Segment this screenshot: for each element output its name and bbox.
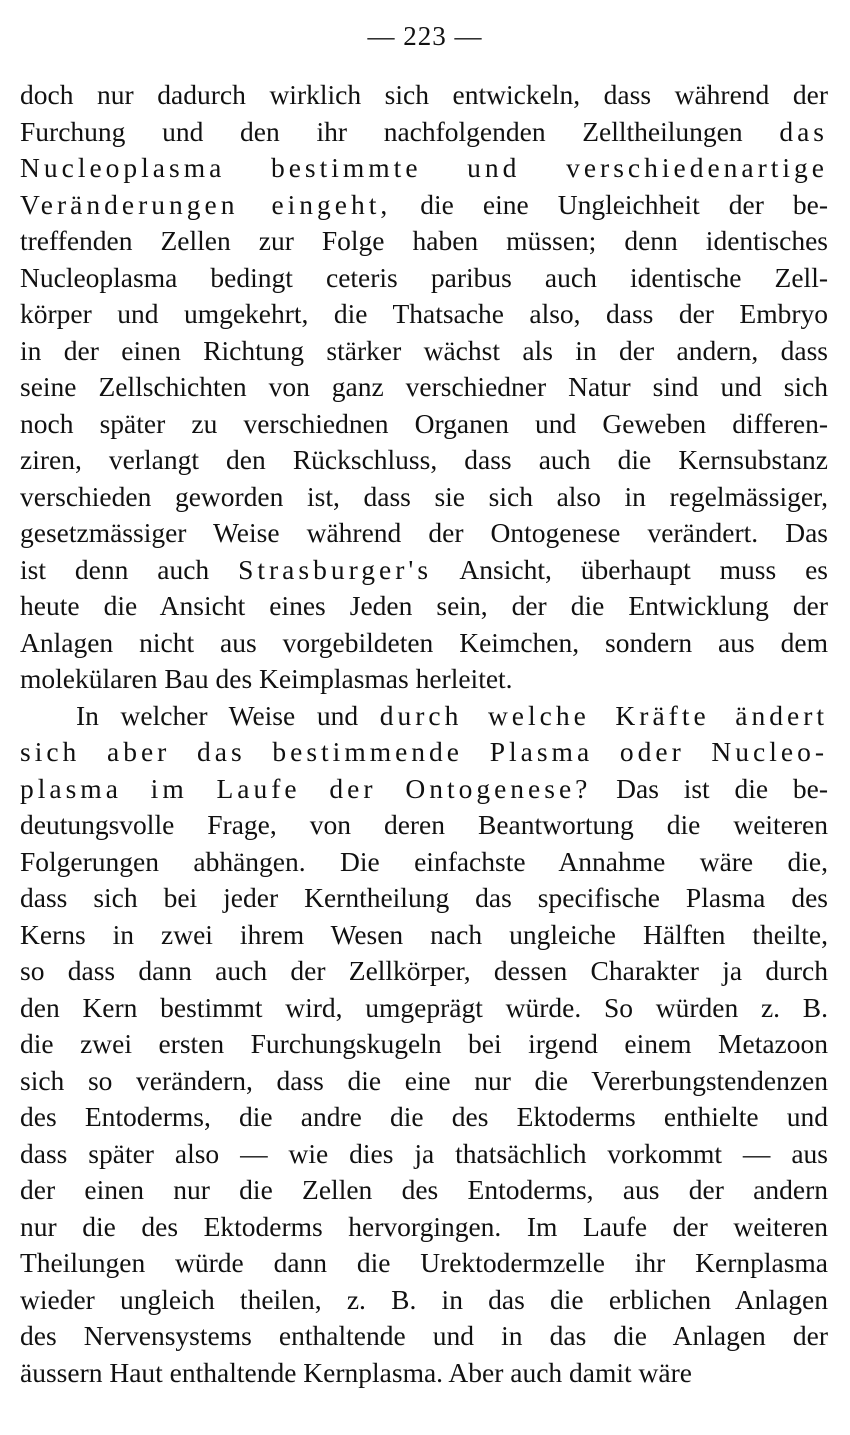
text-line (20, 1026, 828, 1063)
text-line (20, 114, 828, 151)
text-line (20, 406, 828, 443)
spaced-emphasis-text: das (779, 115, 828, 147)
text-line (20, 844, 828, 881)
text-run: wieder ungleich theilen, z. B. in das die erblichen Anlagen (20, 1283, 828, 1315)
text-line (20, 333, 828, 370)
text-run: sich so verändern, dass die eine nur die Vererbungstendenzen (20, 1064, 828, 1096)
text-run: der einen nur die Zellen des Entoderms, aus der andern (20, 1174, 828, 1205)
text-line (20, 1355, 828, 1392)
text-run: doch nur dadurch wirklich sich entwickeln, dass während der (20, 79, 828, 110)
spaced-emphasis-text: sich aber das bestimmende Plasma oder Nucleo- (20, 736, 828, 767)
text-line (20, 625, 828, 662)
text-run: Kerns in zwei ihrem Wesen nach ungleiche Hälften theilte, (20, 918, 828, 950)
text-line (20, 698, 828, 735)
text-run: des Nervensystems enthaltende und in das die Anlagen der (20, 1320, 828, 1351)
text-run: Theilungen würde dann die Urektodermzelle ihr Kernplasma (20, 1247, 828, 1278)
spaced-emphasis-text: plasma im Laufe der Ontogenese? (20, 772, 592, 804)
text-run: gesetzmässiger Weise während der Ontogenese verändert. Das (20, 517, 828, 548)
text-line (20, 953, 828, 990)
text-line (20, 734, 828, 771)
text-line (20, 150, 828, 187)
text-run: Anlagen nicht aus vorgebildeten Keimchen, sondern aus dem (20, 626, 828, 658)
text-run: In welcher Weise und (76, 699, 380, 731)
text-line (20, 1318, 828, 1355)
spaced-emphasis-text: durch welche Kräfte ändert (379, 699, 828, 731)
text-line (20, 1172, 828, 1209)
text-line (20, 917, 828, 954)
page-number: — 223 — (367, 21, 483, 51)
spaced-emphasis-text: Veränderungen eingeht, (20, 188, 392, 220)
text-line (20, 1063, 828, 1100)
text-run: seine Zellschichten von ganz verschiedner Natur sind und sich (20, 371, 828, 402)
text-line (20, 442, 828, 479)
body-text (20, 77, 828, 1391)
text-run: noch später zu verschiednen Organen und Geweben differen- (20, 407, 828, 439)
text-line (20, 260, 828, 297)
text-run: heute die Ansicht eines Jeden sein, der die Entwicklung der (20, 590, 828, 621)
text-run: des Entoderms, die andre die des Ektoderms enthielte und (20, 1101, 828, 1132)
spaced-emphasis-text: Strasburger's (238, 553, 433, 585)
text-run: dass sich bei jeder Kerntheilung das specifische Plasma des (20, 882, 828, 913)
text-run: nur die des Ektoderms hervorgingen. Im Laufe der weiteren (20, 1210, 828, 1242)
text-line (20, 588, 828, 625)
text-run: äussern Haut enthaltende Kernplasma. Aber auch damit wäre (20, 1356, 692, 1388)
text-run: Furchung und den ihr nachfolgenden Zelltheilungen (20, 115, 780, 147)
text-run: deutungsvolle Frage, von deren Beantwortung die weiteren (20, 809, 828, 840)
text-line (20, 296, 828, 333)
text-run: treffenden Zellen zur Folge haben müssen; denn identisches (20, 225, 828, 256)
text-line (20, 223, 828, 260)
text-line (20, 1245, 828, 1282)
text-line (20, 479, 828, 516)
text-run: ziren, verlangt den Rückschluss, dass auch die Kernsubstanz (20, 444, 828, 475)
text-line (20, 515, 828, 552)
text-line (20, 771, 828, 808)
text-line (20, 187, 828, 224)
text-line (20, 1099, 828, 1136)
text-run: den Kern bestimmt wird, umgeprägt würde. So würden z. B. (20, 991, 828, 1023)
text-run: so dass dann auch der Zellkörper, dessen Charakter ja durch (20, 955, 828, 986)
text-line (20, 1209, 828, 1246)
text-line (20, 807, 828, 844)
text-line (20, 77, 828, 114)
text-line (20, 552, 828, 589)
text-run: Folgerungen abhängen. Die einfachste Annahme wäre die, (20, 845, 828, 877)
text-run: in der einen Richtung stärker wächst als in der andern, dass (20, 334, 828, 366)
text-run: körper und umgekehrt, die Thatsache also, dass der Embryo (20, 298, 828, 329)
text-line (20, 990, 828, 1027)
text-run: Das ist die be- (591, 772, 828, 804)
text-line (20, 661, 828, 698)
text-line (20, 1282, 828, 1319)
text-run: ist denn auch (20, 553, 239, 585)
text-line (20, 880, 828, 917)
spaced-emphasis-text: Nucleoplasma bestimmte und verschiedenartige (20, 152, 828, 183)
text-run: Ansicht, überhaupt muss es (432, 553, 828, 585)
text-line (20, 369, 828, 406)
text-run: die eine Ungleichheit der be- (391, 188, 828, 220)
text-run: die zwei ersten Furchungskugeln bei irgend einem Metazoon (20, 1028, 828, 1059)
text-line (20, 1136, 828, 1173)
text-run: Nucleoplasma bedingt ceteris paribus auch identische Zell- (20, 261, 828, 293)
text-run: dass später also — wie dies ja thatsächlich vorkommt — aus (20, 1137, 828, 1169)
text-run: verschieden geworden ist, dass sie sich also in regelmässiger, (20, 480, 828, 512)
text-run: molekülaren Bau des Keimplasmas herleitet. (20, 663, 513, 694)
